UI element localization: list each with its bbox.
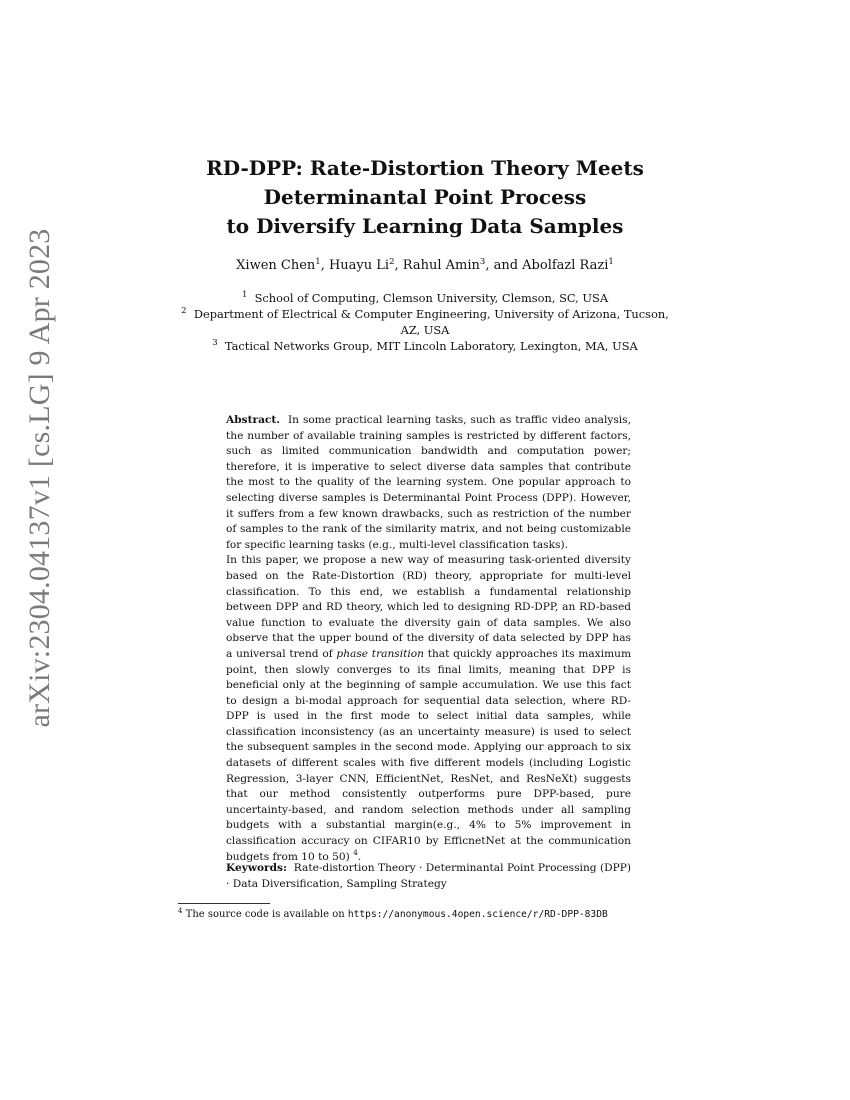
footnote: $^4$ The source code is available on https://anonymous.4open.science/r/RD-DPP-83DB [178, 907, 608, 920]
author-list: Xiwen Chen$^1$, Huayu Li$^2$, Rahul Amin$^3$, and Abolfazl Razi$^1$ [236, 257, 614, 273]
emphasis-phase-transition: phase transition [336, 647, 424, 660]
abstract-section [226, 413, 631, 865]
author: Xiwen Chen$^1$ [236, 257, 321, 273]
footnote-number: 4 [178, 907, 183, 915]
affiliation: $^2$ Department of Electrical & Computer Engineering, University of Arizona, Tucson, AZ, USA [181, 306, 669, 337]
abstract-paragraph-1: Abstract. In some practical learning tasks, such as traffic video analysis, the number of available training samples is restricted by different factors, such as limited communication bandwidth and computation power; therefore, it is imperative to select diverse data samples that contribute the most to the quality of the learning system. One popular approach to selecting diverse samples is Determinantal Point Process (DPP). However, it suffers from a few known drawbacks, such as restriction of the number of samples to the rank of the similarity matrix, and not being customizable for specific learning tasks (e.g., multi-level classification tasks). [226, 414, 631, 551]
abstract-paragraph-2: In this paper, we propose a new way of measuring task-oriented diversity based on the Rate-Distortion (RD) theory, appropriate for multi-level classification. To this end, we establish a fundamental relationship between DPP and RD theory, which led to designing RD-DPP, an RD-based value function to evaluate the diversity gain of data samples. We also observe that the upper bound of the diversity of data selected by DPP has a universal trend of phase transition that quickly approaches its maximum point, then slowly converges to its final limits, meaning that DPP is beneficial only at the beginning of sample accumulation. We use this fact to design a bi-modal approach for sequential data selection, where RD-DPP is used in the first mode to select initial data samples, while classification inconsistency (as an uncertainty measure) is used to select the subsequent samples in the second mode. Applying our approach to six datasets of different scales with five different models (including Logistic Regression, 3-layer CNN, EfficientNet, ResNet, and ResNeXt) suggests that our method consistently outperforms pure DPP-based, pure uncertainty-based, and random selection methods under all sampling budgets with a substantial margin(e.g., 4% to 5% improvement in classification accuracy on CIFAR10 by EfficnetNet at the communication budgets from 10 to 50) $^4$. [226, 554, 631, 863]
arxiv-id-text: arXiv:2304.04137v1 [cs.LG] 9 Apr 2023 [23, 228, 56, 728]
keywords-text: Rate-distortion Theory · Determinantal Point Processing (DPP) · Data Diversification, Sampling Strategy [226, 862, 631, 890]
title-line-2: Determinantal Point Process [263, 185, 587, 209]
paper-title [175, 154, 675, 241]
footnote-reference[interactable]: 4 [353, 847, 358, 857]
title-line-1: RD-DPP: Rate-Distortion Theory Meets [206, 156, 644, 180]
title-line-3: to Diversify Learning Data Samples [226, 214, 624, 238]
affiliation: $^1$ School of Computing, Clemson University, Clemson, SC, USA [241, 290, 609, 305]
source-code-link[interactable]: https://anonymous.4open.science/r/RD-DPP-83DB [347, 909, 608, 920]
keywords-label: Keywords: [226, 862, 287, 874]
footnote-divider [178, 903, 270, 904]
author: Rahul Amin$^3$ [402, 257, 486, 273]
affiliation-list [175, 290, 675, 354]
affiliation: $^3$ Tactical Networks Group, MIT Lincoln Laboratory, Lexington, MA, USA [212, 338, 638, 353]
author: Huayu Li$^2$ [328, 257, 395, 273]
keywords-section [226, 861, 631, 892]
abstract-label: Abstract. [226, 414, 280, 426]
author: Abolfazl Razi$^1$ [522, 257, 614, 273]
